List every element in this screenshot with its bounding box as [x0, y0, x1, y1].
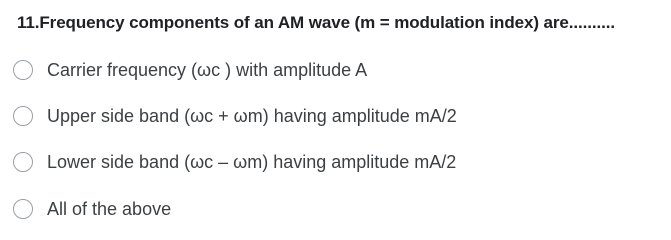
option-label: Carrier frequency (ωc ) with amplitude A	[47, 59, 368, 80]
option-lower-side-band[interactable]	[13, 149, 456, 175]
radio-button[interactable]	[13, 152, 33, 172]
option-carrier-frequency[interactable]	[13, 57, 367, 83]
option-all-of-the-above[interactable]	[13, 196, 171, 222]
option-label: All of the above	[47, 198, 172, 219]
radio-button[interactable]	[13, 106, 33, 126]
option-upper-side-band[interactable]	[13, 103, 457, 129]
option-label: Upper side band (ωc + ωm) having amplitude mA/2	[47, 105, 457, 126]
question-text: 11.Frequency components of an AM wave (m = modulation index) are..........	[17, 13, 615, 32]
option-label: Lower side band (ωc – ωm) having amplitude mA/2	[47, 151, 457, 172]
radio-button[interactable]	[13, 60, 33, 80]
radio-button[interactable]	[13, 199, 33, 219]
